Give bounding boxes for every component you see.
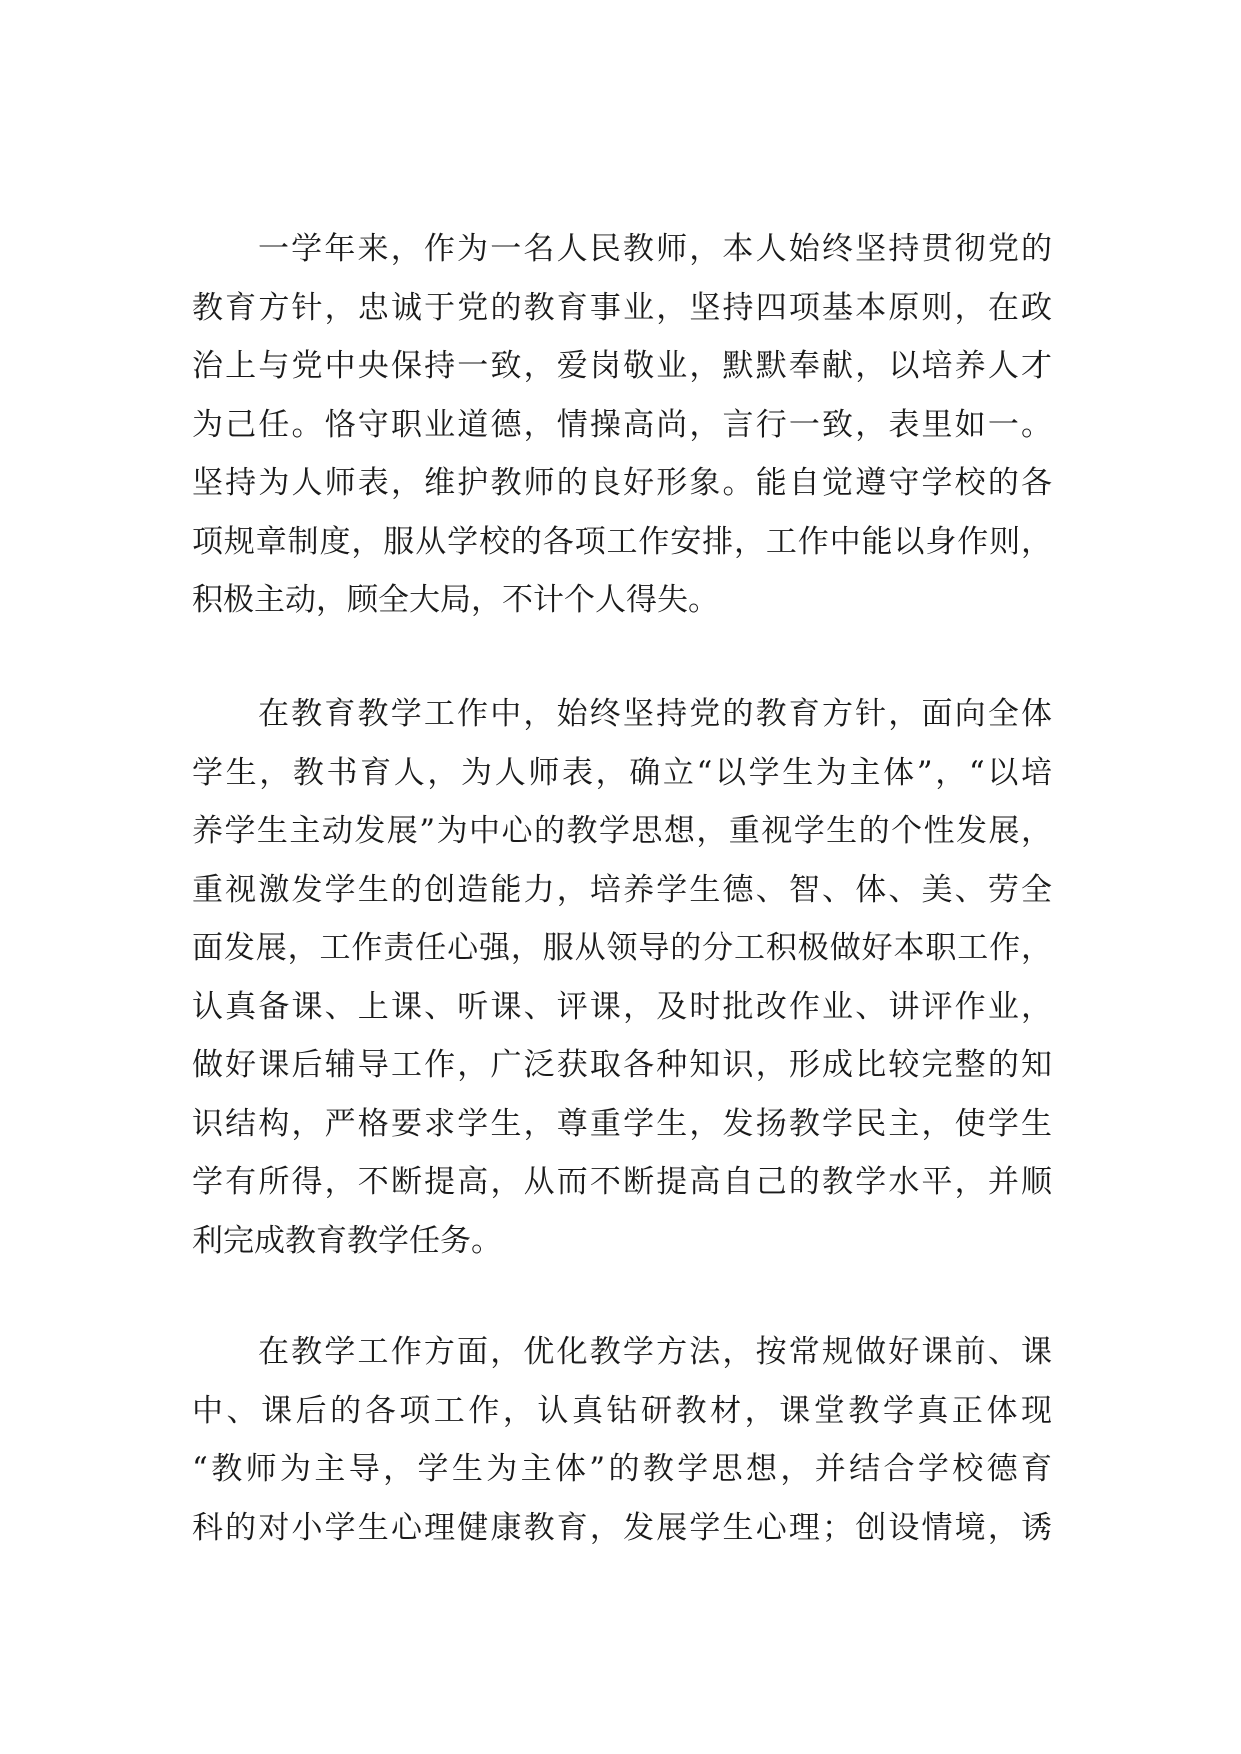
paragraph-line: 为己任。恪守职业道德，情操高尚，言行一致，表里如一。: [192, 406, 1052, 443]
paragraph-1: [192, 220, 1052, 630]
paragraph-2: [192, 685, 1052, 1270]
paragraph-line: 面发展，工作责任心强，服从领导的分工积极做好本职工作，: [192, 930, 1052, 966]
paragraph-line: 积极主动，顾全大局，不计个人得失。: [192, 582, 719, 618]
paragraph-line: 中、课后的各项工作，认真钻研教材，课堂教学真正体现: [192, 1392, 1052, 1429]
paragraph-line: 教育方针，忠诚于党的教育事业，坚持四项基本原则，在政: [192, 289, 1052, 326]
paragraph-line: 项规章制度，服从学校的各项工作安排，工作中能以身作则，: [192, 523, 1052, 560]
paragraph-3: [192, 1323, 1052, 1557]
paragraph-line: 科的对小学生心理健康教育，发展学生心理；创设情境，诱: [192, 1509, 1052, 1546]
paragraph-line: 做好课后辅导工作，广泛获取各种知识，形成比较完整的知: [192, 1047, 1052, 1083]
paragraph-line: 利完成教育教学任务。: [192, 1222, 502, 1259]
paragraph-line: 重视激发学生的创造能力，培养学生德、智、体、美、劳全: [192, 871, 1052, 908]
paragraph-line: 识结构，严格要求学生，尊重学生，发扬教学民主，使学生: [192, 1105, 1052, 1142]
paragraph-line: 在教学工作方面，优化教学方法，按常规做好课前、课: [258, 1334, 1052, 1370]
paragraph-line: 养学生主动发展”为中心的教学思想，重视学生的个性发展，: [192, 813, 1052, 849]
paragraph-line: 学有所得，不断提高，从而不断提高自己的教学水平，并顺: [192, 1164, 1052, 1200]
paragraph-line: “教师为主导，学生为主体”的教学思想，并结合学校德育: [192, 1451, 1052, 1487]
paragraph-line: 认真备课、上课、听课、评课，及时批改作业、讲评作业，: [192, 988, 1052, 1025]
paragraph-line: 治上与党中央保持一致，爱岗敬业，默默奉献，以培养人才: [192, 348, 1052, 384]
paragraph-line: 学生，教书育人，为人师表，确立“以学生为主体”，“以培: [192, 754, 1052, 791]
paragraph-line: 坚持为人师表，维护教师的良好形象。能自觉遵守学校的各: [192, 465, 1052, 501]
paragraph-line: 在教育教学工作中，始终坚持党的教育方针，面向全体: [258, 696, 1052, 732]
paragraph-line: 一学年来，作为一名人民教师，本人始终坚持贯彻党的: [258, 231, 1052, 267]
